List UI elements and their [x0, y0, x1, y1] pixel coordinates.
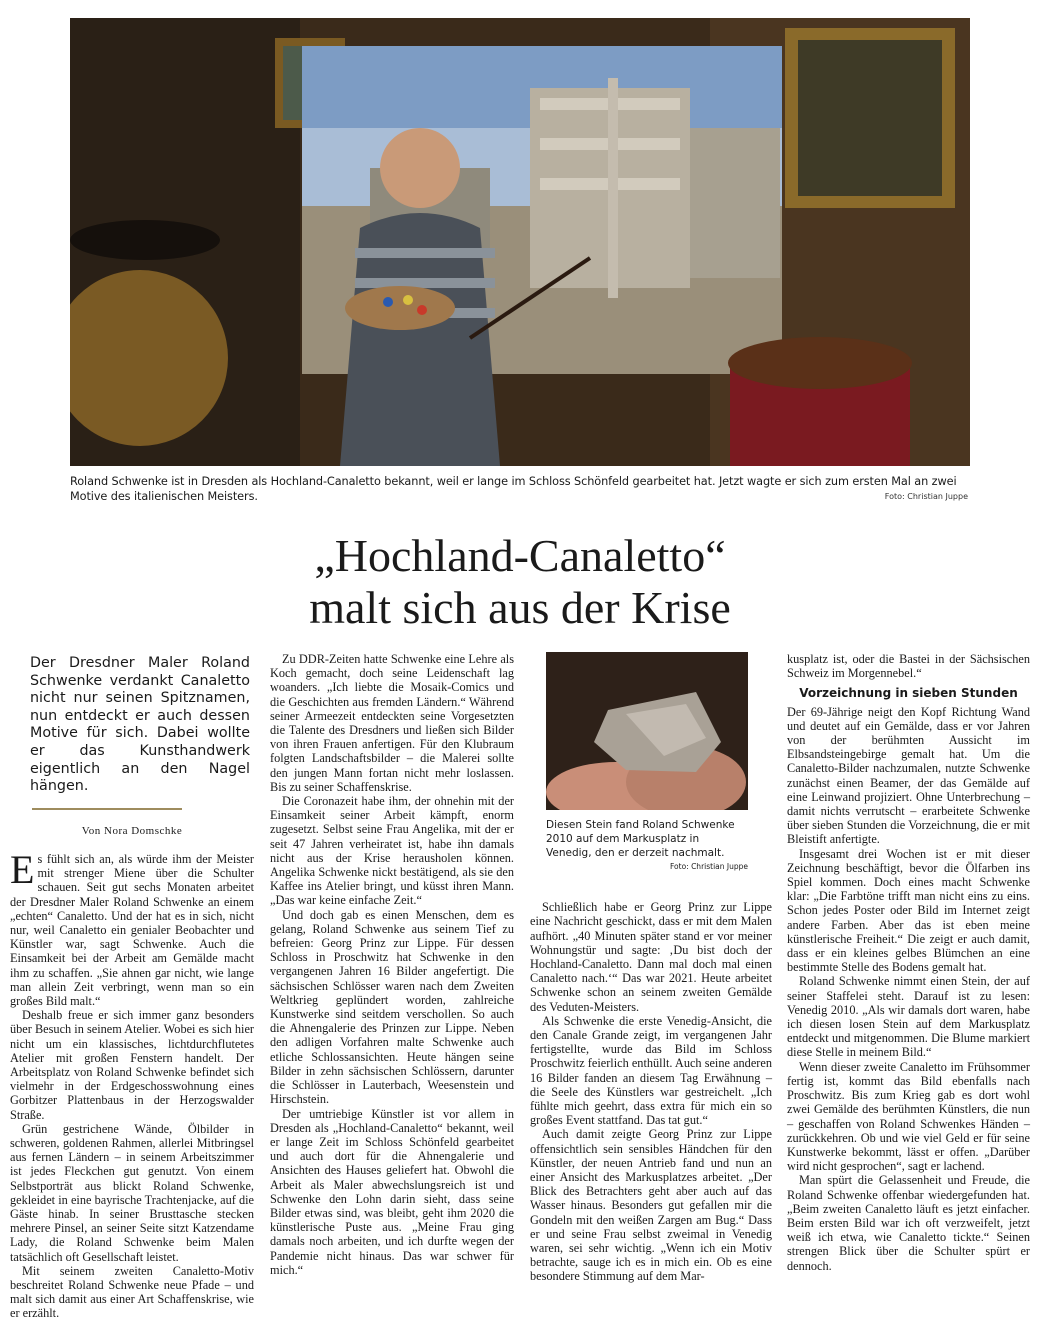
paragraph: Schließlich habe er Georg Prinz zur Lippe eine Nachricht geschickt, dass er mit dem Malen aufhört. „40 Minuten später stand er vor meiner Wohnungstür und sagte: ‚Du bist doch der Hochland-Canaletto. Dann mal doch mal einen Canaletto nach.‘“ Das war 2021. Heute arbeitet Schwenke schon an seinem zweiten Gemälde des Veduten-Meisters.	[530, 900, 772, 1014]
paragraph: Und doch gab es einen Menschen, dem es gelang, Roland Schwenke aus seinem Tief zu befreien: Georg Prinz zur Lippe. Für dessen Schloss in Proschwitz hat Schwenke in den vergangenen Jahren 16 Bilder angefertigt. Die sächsischen Schlösser waren nach dem Zweiten Weltkrieg geplündert worden, zahlreiche Kunstwerke sind seitdem verschollen. So auch die Ahnengalerie des Prinzen zur Lippe. Neben den adligen Vorfahren malte Schwenke auch etliche Schlossansichten. Heute hängen seine Bilder in zehn sächsischen Schlössern, darunter die Schlösser in Lauterbach, Weesenstein und Hirschstein.	[270, 907, 514, 1107]
headline-line1: „Hochland-Canaletto“	[314, 530, 726, 581]
paragraph: Die Coronazeit habe ihm, der ohnehin mit der Einsamkeit seiner Arbeit kämpft, enorm zugesetzt. Selbst seine Frau Angelika, mit der er seit 47 Jahren verheiratet ist, habe ihn damals nicht aus der Krise herausholen können. Angelika Schwenke nickt bestätigend, als sie den Kaffee ins Atelier bringt, und küsst ihren Mann. „Das war keine einfache Zeit.“	[270, 794, 514, 908]
paragraph: Deshalb freue er sich immer ganz besonders über Besuch in seinem Atelier. Wobei es sich hier nicht um ein klassisches, lichtdurchflutetes Atelier mit großen Fenstern handelt. Der Arbeitsplatz von Roland Schwenke befindet sich vielmehr in der Erdgeschosswohnung eines Gorbitzer Plattenbaus in der Herzogswalder Straße.	[10, 1008, 254, 1122]
column-1	[10, 652, 254, 1321]
paragraph: Es fühlt sich an, als würde ihm der Meister mit strenger Miene über die Schulter schauen. Seit gut sechs Monaten arbeitet der Dresdner Maler Roland Schwenke an einem „echten“ Canaletto. Und der hat es in sich, nicht nur, weil Canaletto ein genialer Beobachter und Künstler war, sagt Schwenke. Auch die Einsamkeit bei der Arbeit am Gemälde macht ihm zu schaffen. „Sie ahnen gar nicht, wie lange man allein Zeit verbringt, wenn man so ein großes Bild malt.“	[10, 846, 254, 1008]
photo-caption: Roland Schwenke ist in Dresden als Hochland-Canaletto bekannt, weil er lange im Schloss Schönfeld gearbeitet hat. Jetzt wagte er sich zum ersten Mal an zwei Motive des italienischen Meisters.	[70, 475, 957, 503]
paragraph: Auch damit zeigte Georg Prinz zur Lippe offensichtlich sein sensibles Händchen für den Künstler, der neuen Antrieb fand und nun an einer Ansicht des Markusplatzes arbeitet. „Der Blick des Betrachters geht aber auch auf das Wasser hinaus. Besonders gut gefallen mir die Gondeln mit den weißen Zargen am Bug.“ Dass er und seine Frau selbst zweimal in Venedig waren, sei sehr wichtig. „Wenn ich ein Motiv betrachte, sauge ich es in mich ein. Ob es eine besondere Stimmung auf dem Mar-	[530, 1127, 772, 1284]
subheading: Vorzeichnung in sieben Stunden	[799, 686, 1018, 701]
stone-caption: Diesen Stein fand Roland Schwenke 2010 auf dem Markusplatz in Venedig, den er derzeit nachmalt.	[546, 819, 735, 859]
paragraph: Als Schwenke die erste Venedig-Ansicht, die den Canale Grande zeigt, im vergangenen Jahr fertigstellte, wurde das Bild im Schloss Proschwitz feierlich enthüllt. Auch seine anderen 16 Bilder fanden an diesem Tag Erwähnung – die Seele des Künstlers war gestreichelt. „Ich fühlte mich geehrt, dass extra für mich ein so großes Event stattfand. Das tat gut.“	[530, 1013, 772, 1128]
headline	[0, 530, 1040, 634]
stone-illustration	[546, 652, 748, 810]
stone-credit: Foto: Christian Juppe	[670, 862, 748, 871]
stone-photo	[546, 652, 748, 810]
paragraph: Insgesamt drei Wochen ist er mit dieser Zeichnung beschäftigt, bevor die Ölfarben ins Spiel kommen. Doch eines macht Schwenke klar: „Die Farbtöne trifft man nicht eins zu eins. Schon jedes Poster oder Bild im Internet zeigt andere Farben. Aber das ist eben meine künstlerische Freiheit.“ Die zeigt er auch damit, dass er ein kleines gelbes Blümchen an eine bestimmte Stelle des Bodens gemalt hat.	[787, 846, 1030, 975]
paragraph: Mit seinem zweiten Canaletto-Motiv beschreitet Roland Schwenke neue Pfade – und malt sich damit aus einer Art Schaffenskrise, wie er erzählt.	[10, 1263, 254, 1321]
byline: Von Nora Domschke	[81, 824, 183, 837]
paragraph: Der 69-Jährige neigt den Kopf Richtung Wand und deutet auf ein Gemälde, dass er vor Jahren von der berühmten Aussicht im Elbsandsteingebirge gemalt hat. Um die Canaletto-Bilder nachzumalen, nutzte Schwenke zunächst einen Beamer, der das Gemälde auf eine Leinwand projiziert. Ohne Unterbrechung – damit nichts verrutscht – erarbeitete Schwenke über sieben Stunden die Vorzeichnung, die er mit Bleistift anfertigte.	[787, 704, 1030, 847]
main-photo	[70, 18, 970, 466]
photo-illustration	[70, 18, 970, 466]
column-4	[787, 652, 1030, 1273]
paragraph: Zu DDR-Zeiten hatte Schwenke eine Lehre als Koch gemacht, doch seine Leidenschaft lag woanders. „Ich liebte die Mosaik-Comics und die Geschichten aus fremden Ländern.“ Während seiner Armeezeit entdeckten seine Vorgesetzten die Talente des Dresdners und ließen sich Bilder von ihren Frauen anfertigen. Für den Klubraum folgten Landschaftsbilder – die Malerei sollte den jungen Mann fortan nicht mehr loslassen. Bis zu seiner Schaffenskrise.	[270, 652, 514, 794]
paragraph: Der umtriebige Künstler ist vor allem in Dresden als „Hochland-Canaletto“ bekannt, weil er lange Zeit im Schloss Schönfeld gearbeitet und auch dort für die Ahnengalerie und Ansichten des Hauses geliefert hat. Obwohl die Arbeit als Maler abwechslungsreich ist und Schwenke den Lohn darin sieht, dass seine Bilder etwas sind, was bleibt, geht ihm 2020 die künstlerische Puste aus. „Meine Frau ging damals noch arbeiten, und ich durfte wegen der Pandemie nicht hinaus. Das war schwer für mich.“	[270, 1106, 514, 1277]
paragraph: Roland Schwenke nimmt einen Stein, der auf seiner Staffelei steht. Darauf ist zu lesen: Venedig 2010. „Als wir damals dort waren, habe ich diesen losen Stein auf dem Markusplatz entdeckt und mitgenommen. Die Blume markiert diese Stelle in meinem Bild.“	[787, 974, 1030, 1060]
lead-paragraph: Der Dresdner Maler Roland Schwenke verdankt Canaletto nicht nur seinen Spitznamen, nun entdeckt er auch dessen Motive für sich. Dabei wollte er das Kunsthandwerk eigentlich an den Nagel hängen.	[30, 655, 250, 795]
lead-rule	[32, 808, 182, 810]
photo-credit: Foto: Christian Juppe	[884, 492, 968, 501]
column-2	[270, 652, 514, 1277]
paragraph: Grün gestrichene Wände, Ölbilder in schweren, goldenen Rahmen, allerlei Mitbringsel aus fernen Ländern – in seinem Arbeitszimmer ist jedes Fleckchen gut genutzt. Von einem Selbstporträt aus blickt Roland Schwenke, gekleidet in eine bayrische Trachtenjacke, auf die Gäste hinab. In seiner Brusttasche stecken mehrere Pinsel, an seiner Seite sitzt Katzendame Lady, die Roland Schwenke beim Malen tatsächlich oft Gesellschaft leistet.	[10, 1121, 254, 1264]
paragraph: Man spürt die Gelassenheit und Freude, die Roland Schwenke offenbar wiedergefunden hat. „Beim zweiten Canaletto läuft es jetzt einfacher. Beim ersten Bild war ich oft verzweifelt, jetzt weiß ich etwa, wie Canaletto tickte.“ Seinen strengen Blick über die Schulter spürt er dennoch.	[787, 1173, 1030, 1273]
column-3	[530, 652, 772, 1284]
headline-line2: malt sich aus der Krise	[309, 582, 731, 633]
paragraph: Wenn dieser zweite Canaletto im Frühsommer fertig ist, kommt das Bild ebenfalls nach Proschwitz. Bis zum Krieg gab es dort wohl zwei Gemälde des berühmten Künstlers, die nun – geschaffen von Roland Schwenkes Händen – zurückkehren. Ob und wie viel Geld er für seine Kunstwerke bekommt, lässt er offen. „Darüber wird nicht gesprochen“, sagt er lachend.	[787, 1059, 1030, 1174]
paragraph: kusplatz ist, oder die Bastei in der Sächsischen Schweiz im Morgennebel.“	[787, 652, 1030, 681]
dropcap: E	[10, 846, 35, 892]
